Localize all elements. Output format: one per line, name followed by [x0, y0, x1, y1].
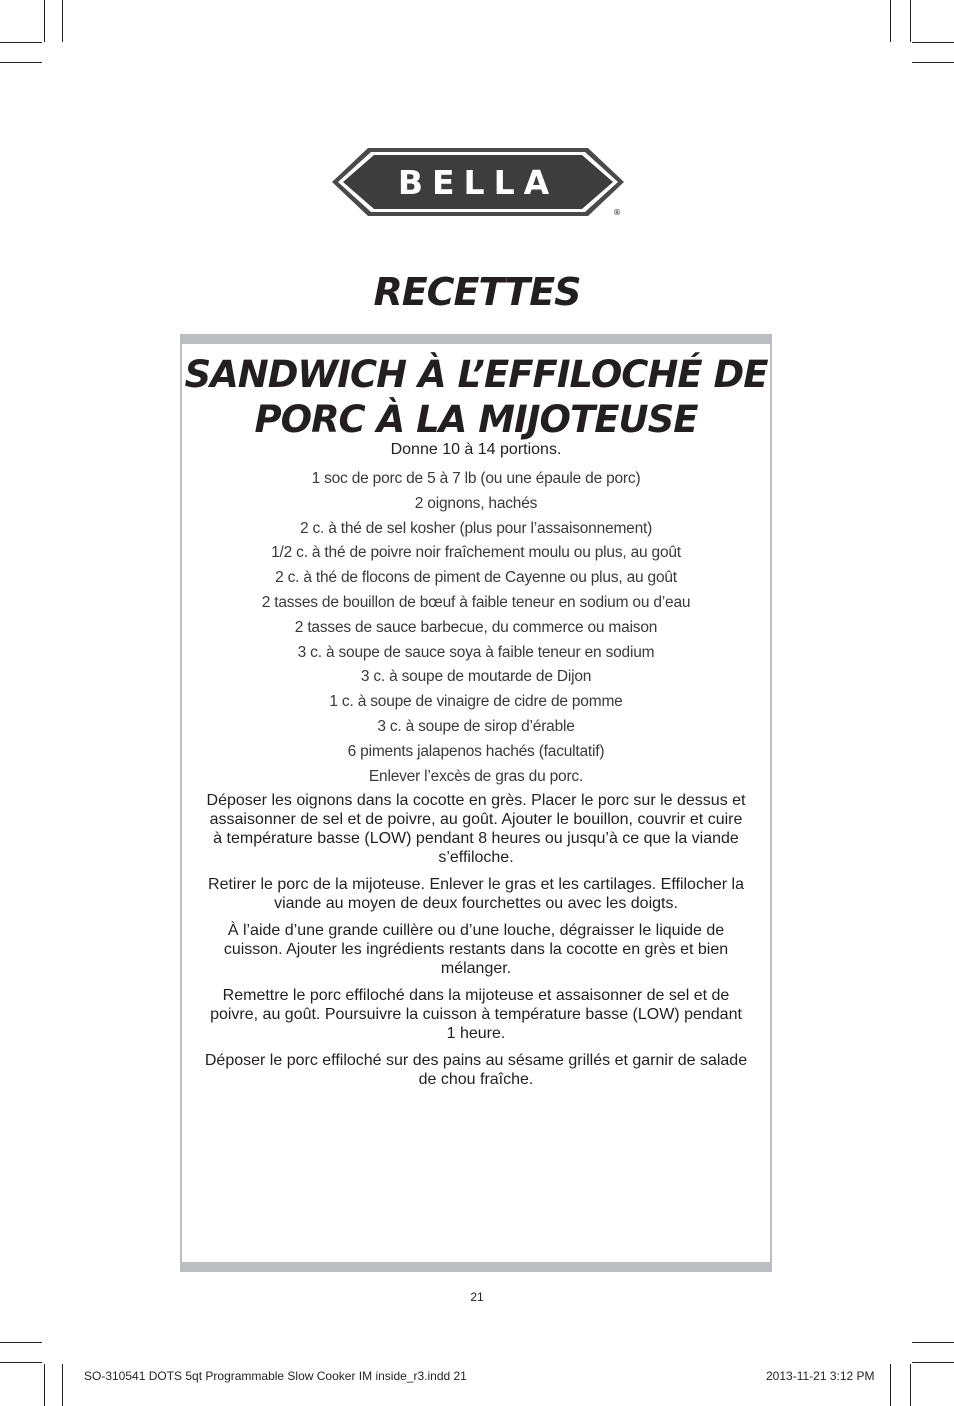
ingredient-item: 1/2 c. à thé de poivre noir fraîchement moulu ou plus, au goût [271, 544, 681, 562]
ingredient-item: Enlever l’excès de gras du porc. [368, 767, 584, 785]
instruction-step: Retirer le porc de la mijoteuse. Enlever le gras et les cartilages. Effilocher la viande au moyen de deux fourchettes ou avec les doigts. [208, 876, 744, 912]
bella-logo [330, 146, 626, 218]
crop-mark [910, 1364, 911, 1406]
crop-mark [0, 1342, 42, 1343]
crop-mark [62, 1364, 63, 1406]
registered-mark: ® [613, 208, 621, 217]
crop-mark [44, 1364, 45, 1406]
instruction-list [204, 791, 748, 1097]
instruction-step: À l’aide d’une grande cuillère ou d’une louche, dégraisser le liquide de cuisson. Ajouter les ingrédients restants dans la cocotte en grès et bien mélanger. [223, 922, 729, 977]
crop-mark [890, 1364, 891, 1406]
ingredient-item: 2 c. à thé de sel kosher (plus pour l’assaisonnement) [299, 519, 653, 537]
instruction-step: Déposer le porc effiloché sur des pains au sésame grillés et garnir de salade de chou fraîche. [204, 1052, 748, 1088]
crop-mark [0, 62, 42, 63]
recipe-yield: Donne 10 à 14 portions. [390, 441, 562, 458]
ingredient-list [184, 467, 768, 789]
ingredient-item: 1 c. à soupe de vinaigre de cidre de pomme [329, 693, 623, 711]
crop-mark [62, 0, 63, 42]
slug-filename: SO-310541 DOTS 5qt Programmable Slow Cooker IM inside_r3.indd 21 [84, 1369, 467, 1383]
crop-mark [890, 0, 891, 42]
recipe-box-top-rule [180, 334, 772, 344]
slug-timestamp: 2013-11-21 3:12 PM [766, 1369, 875, 1383]
recipe-title [184, 352, 768, 442]
recipe-title-line-2: PORC À LA MIJOTEUSE [254, 398, 698, 441]
crop-mark [912, 42, 954, 43]
ingredient-item: 3 c. à soupe de sirop d’érable [377, 717, 575, 735]
logo-text: BELLA [397, 163, 559, 202]
ingredient-item: 2 tasses de bouillon de bœuf à faible teneur en sodium ou d’eau [261, 593, 691, 611]
crop-mark [912, 1342, 954, 1343]
instruction-step: Déposer les oignons dans la cocotte en grès. Placer le porc sur le dessus et assaisonner de sel et de poivre, au goût. Ajouter le bouillon, couvrir et cuire à température basse (LOW) pendant 8 heures ou jusqu’à ce que la viande s’effiloche. [206, 792, 746, 866]
ingredient-item: 3 c. à soupe de moutarde de Dijon [360, 668, 592, 686]
ingredient-item: 6 piments jalapenos hachés (facultatif) [347, 742, 605, 760]
crop-mark [0, 1362, 42, 1363]
ingredient-item: 2 tasses de sauce barbecue, du commerce ou maison [294, 618, 658, 636]
page-number: 21 [470, 1290, 484, 1304]
ingredient-item: 3 c. à soupe de sauce soya à faible teneur en sodium [297, 643, 655, 661]
recipe-box-bottom-rule [180, 1262, 772, 1272]
ingredient-item: 1 soc de porc de 5 à 7 lb (ou une épaule de porc) [311, 470, 641, 487]
recipe-title-line-1: SANDWICH À L’EFFILOCHÉ DE [184, 353, 768, 396]
crop-mark [0, 42, 42, 43]
crop-mark [912, 1362, 954, 1363]
ingredient-item: 2 c. à thé de flocons de piment de Cayenne ou plus, au goût [275, 569, 677, 587]
section-title: RECETTES [373, 270, 581, 314]
ingredient-item: 2 oignons, hachés [414, 494, 538, 512]
crop-mark [910, 0, 911, 42]
crop-mark [912, 62, 954, 63]
instruction-step: Remettre le porc effiloché dans la mijoteuse et assaisonner de sel et de poivre, au goût. Poursuivre la cuisson à température basse (LOW) pendant 1 heure. [210, 987, 742, 1042]
crop-mark [44, 0, 45, 42]
